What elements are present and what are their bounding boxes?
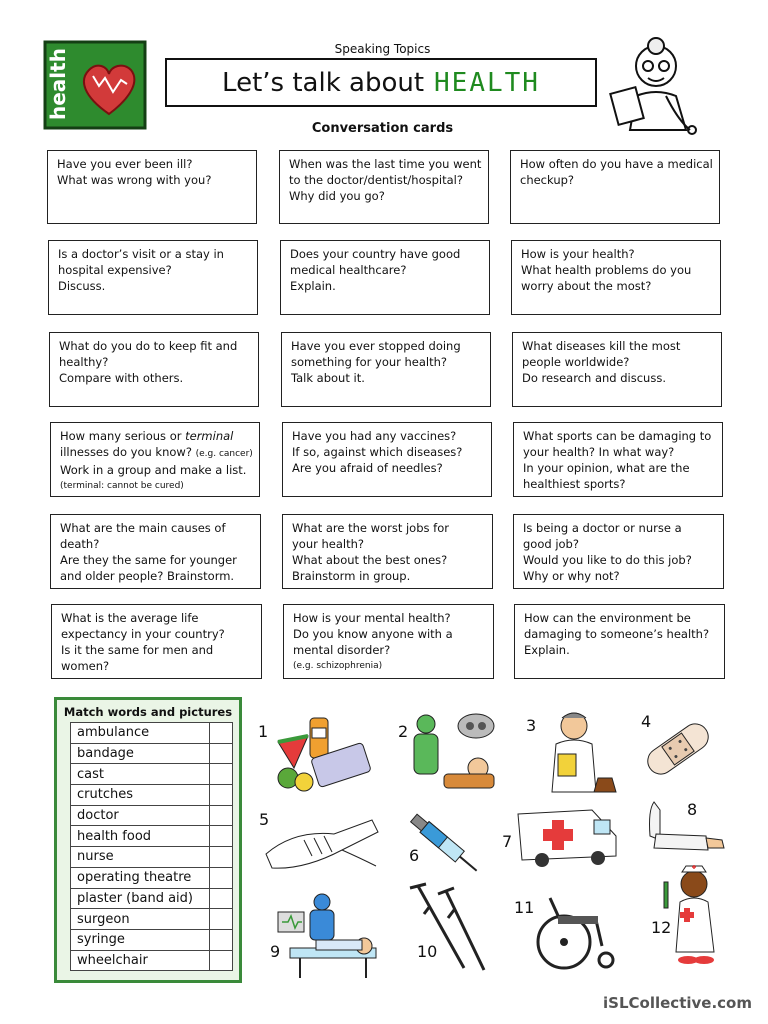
conversation-card: How often do you have a medical checkup? bbox=[510, 150, 720, 224]
answer-box[interactable] bbox=[210, 867, 233, 888]
picture-number: 7 bbox=[502, 832, 513, 851]
picture-number: 9 bbox=[270, 942, 281, 961]
picture-number: 4 bbox=[641, 712, 652, 731]
bandage-picture bbox=[264, 810, 382, 874]
table-row: operating theatre bbox=[71, 867, 233, 888]
crutches-picture bbox=[404, 880, 494, 974]
answer-box[interactable] bbox=[210, 785, 233, 806]
conversation-card: What are the main causes of death? Are they the same for younger and older people? Brainstorm. bbox=[50, 514, 261, 589]
conversation-card: What sports can be damaging to your health? In what way? In your opinion, what are the healthiest sports? bbox=[513, 422, 723, 497]
conversation-card: How is your mental health? Do you know anyone with a mental disorder? (e.g. schizophrenia) bbox=[283, 604, 494, 679]
answer-box[interactable] bbox=[210, 764, 233, 785]
match-words-panel bbox=[54, 697, 242, 983]
picture-number: 5 bbox=[259, 810, 270, 829]
nurse-picture bbox=[660, 862, 724, 968]
health-food-picture bbox=[274, 712, 372, 792]
conversation-card: What are the worst jobs for your health? What about the best ones? Brainstorm in group. bbox=[282, 514, 493, 589]
table-row: health food bbox=[71, 826, 233, 847]
ambulance-picture bbox=[512, 806, 622, 868]
cast-picture bbox=[644, 796, 728, 856]
logo-text: health bbox=[46, 48, 70, 120]
conversation-card: What is the average life expectancy in your country? Is it the same for men and women? bbox=[51, 604, 262, 679]
section-title: Conversation cards bbox=[311, 121, 454, 136]
picture-number: 8 bbox=[687, 800, 698, 819]
kicker: Speaking Topics bbox=[334, 42, 431, 56]
picture-number: 1 bbox=[258, 722, 269, 741]
picture-number: 3 bbox=[526, 716, 537, 735]
table-row: wheelchair bbox=[71, 950, 233, 971]
plaster-picture bbox=[640, 714, 716, 784]
conversation-card: How can the environment be damaging to someone’s health? Explain. bbox=[514, 604, 725, 679]
table-row: syringe bbox=[71, 929, 233, 950]
table-row: doctor bbox=[71, 805, 233, 826]
table-row: crutches bbox=[71, 785, 233, 806]
doctor-picture bbox=[538, 708, 620, 794]
conversation-card: Have you ever been ill? What was wrong with you? bbox=[47, 150, 257, 224]
health-logo bbox=[43, 40, 147, 135]
answer-box[interactable] bbox=[210, 743, 233, 764]
picture-number: 10 bbox=[417, 942, 438, 961]
conversation-card: What diseases kill the most people worldwide? Do research and discuss. bbox=[512, 332, 722, 407]
conversation-card: Is a doctor’s visit or a stay in hospital expensive? Discuss. bbox=[48, 240, 258, 315]
conversation-card: Have you had any vaccines? If so, against which diseases? Are you afraid of needles? bbox=[282, 422, 492, 497]
table-row: plaster (band aid) bbox=[71, 888, 233, 909]
answer-box[interactable] bbox=[210, 805, 233, 826]
answer-box[interactable] bbox=[210, 723, 233, 744]
picture-number: 2 bbox=[398, 722, 409, 741]
conversation-card: When was the last time you went to the doctor/dentist/hospital? Why did you go? bbox=[279, 150, 489, 224]
match-table bbox=[70, 722, 233, 971]
picture-number: 11 bbox=[514, 898, 535, 917]
conversation-card: Is being a doctor or nurse a good job? Would you like to do this job? Why or why not? bbox=[513, 514, 724, 589]
conversation-card: What do you do to keep fit and healthy? Compare with others. bbox=[49, 332, 259, 407]
match-title: Match words and pictures bbox=[63, 705, 233, 719]
conversation-card: Does your country have good medical healthcare? Explain. bbox=[280, 240, 490, 315]
operating-theatre-picture bbox=[276, 892, 380, 980]
table-row: cast bbox=[71, 764, 233, 785]
title-box bbox=[165, 58, 597, 107]
table-row: bandage bbox=[71, 743, 233, 764]
page-title-accent: HEALTH bbox=[434, 67, 540, 98]
footer-brand[interactable]: iSLCollective.com bbox=[603, 994, 752, 1012]
table-row: nurse bbox=[71, 847, 233, 868]
answer-box[interactable] bbox=[210, 888, 233, 909]
doctor-icon bbox=[606, 30, 716, 140]
picture-number: 6 bbox=[409, 846, 420, 865]
table-row: surgeon bbox=[71, 909, 233, 930]
answer-box[interactable] bbox=[210, 826, 233, 847]
answer-box[interactable] bbox=[210, 847, 233, 868]
conversation-card: How many serious or terminal illnesses do you know? (e.g. cancer) Work in a group and make a list. (terminal: cannot be cured) bbox=[50, 422, 260, 497]
answer-box[interactable] bbox=[210, 909, 233, 930]
surgeon-picture bbox=[404, 708, 500, 794]
wheelchair-picture bbox=[530, 890, 622, 974]
conversation-card: Have you ever stopped doing something for your health? Talk about it. bbox=[281, 332, 491, 407]
answer-box[interactable] bbox=[210, 950, 233, 971]
conversation-card: How is your health? What health problems do you worry about the most? bbox=[511, 240, 721, 315]
table-row: ambulance bbox=[71, 723, 233, 744]
syringe-picture bbox=[404, 806, 488, 884]
picture-number: 12 bbox=[651, 918, 672, 937]
answer-box[interactable] bbox=[210, 929, 233, 950]
page-title: Let’s talk about bbox=[222, 67, 425, 98]
